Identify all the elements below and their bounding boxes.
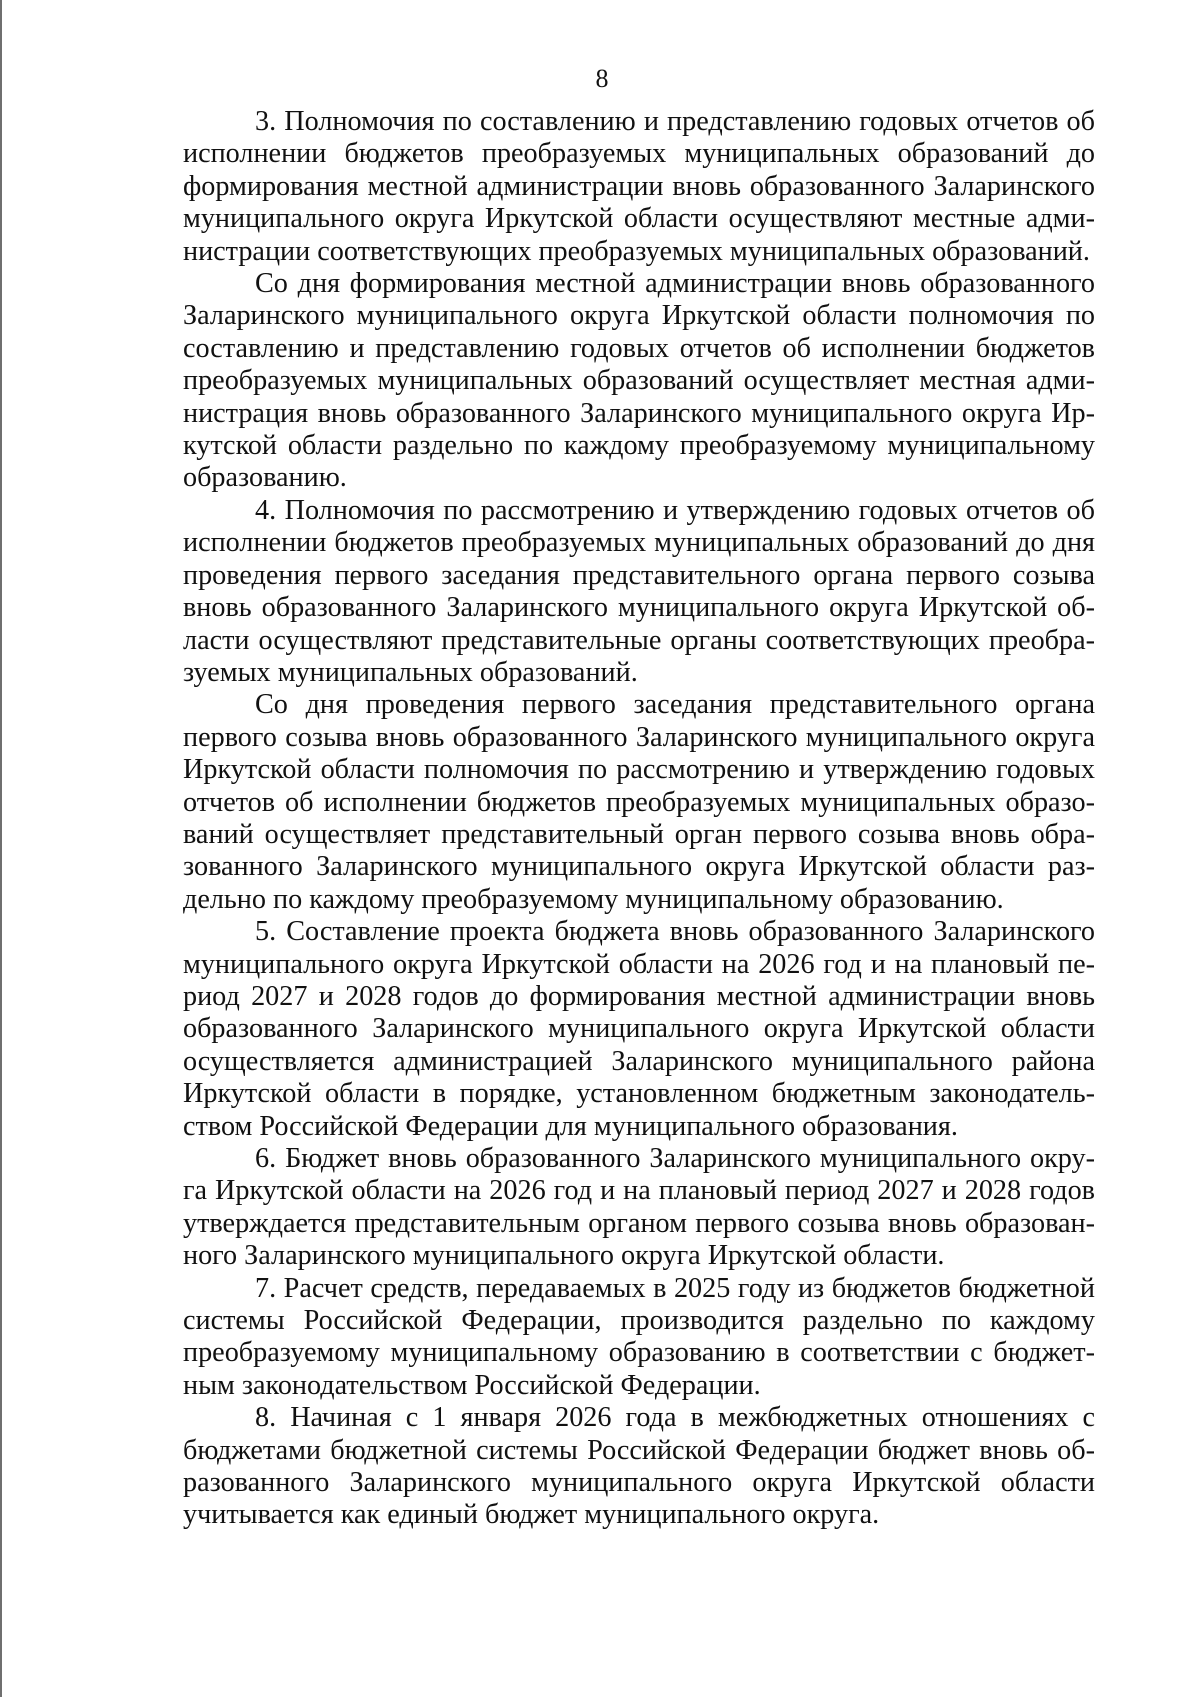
paragraph-7: 7. Расчет средств, передаваемых в 2025 году из бюджетов бюджетной системы Российской Федерации, производится раздельно по каждому преобразуемому муниципальному образованию в соответствии с бюджетным законодательством Российской Федерации. bbox=[183, 1272, 1095, 1401]
page-number: 8 bbox=[595, 64, 609, 93]
document-body bbox=[183, 106, 1095, 1532]
paragraph-8: 8. Начиная с 1 января 2026 года в межбюджетных отношениях с бюджетами бюджетной системы Российской Федерации бюджет вновь образованного Заларинского муниципального округа Иркутской области учитывается как единый бюджет муниципального округа. bbox=[183, 1402, 1095, 1531]
paragraph-6: 6. Бюджет вновь образованного Заларинского муниципального округа Иркутской области на 2026 год и на плановый период 2027 и 2028 годов утверждается представительным органом первого созыва вновь образованного Заларинского муниципального округа Иркутской области. bbox=[183, 1143, 1095, 1272]
paragraph-3-continuation: Со дня формирования местной администрации вновь образованного Заларинского муниципального округа Иркутской области полномочия по составлению и представлению годовых отчетов об исполнении бюджетов преобразуемых муниципальных образований осуществляет местная администрация вновь образованного Заларинского муниципального округа Иркутской области раздельно по каждому преобразуемому муниципальному образованию. bbox=[183, 268, 1095, 494]
paragraph-5: 5. Составление проекта бюджета вновь образованного Заларинского муниципального округа Иркутской области на 2026 год и на плановый период 2027 и 2028 годов до формирования местной администрации вновь образованного Заларинского муниципального округа Иркутской области осуществляется администрацией Заларинского муниципального района Иркутской области в порядке, установленном бюджетным законодательством Российской Федерации для муниципального образования. bbox=[183, 916, 1095, 1142]
paragraph-4: 4. Полномочия по рассмотрению и утверждению годовых отчетов об исполнении бюджетов преобразуемых муниципальных образований до дня проведения первого заседания представительного органа первого созыва вновь образованного Заларинского муниципального округа Иркутской области осуществляют представительные органы соответствующих преобразуемых муниципальных образований. bbox=[183, 494, 1095, 688]
paragraph-3: 3. Полномочия по составлению и представлению годовых отчетов об исполнении бюджетов преобразуемых муниципальных образований до формирования местной администрации вновь образованного Заларинского муниципального округа Иркутской области осуществляют местные администрации соответствующих преобразуемых муниципальных образований. bbox=[183, 106, 1095, 267]
paragraph-4-continuation: Со дня проведения первого заседания представительного органа первого созыва вновь образованного Заларинского муниципального округа Иркутской области полномочия по рассмотрению и утверждению годовых отчетов об исполнении бюджетов преобразуемых муниципальных образований осуществляет представительный орган первого созыва вновь образованного Заларинского муниципального округа Иркутской области раздельно по каждому преобразуемому муниципальному образованию. bbox=[183, 689, 1095, 915]
